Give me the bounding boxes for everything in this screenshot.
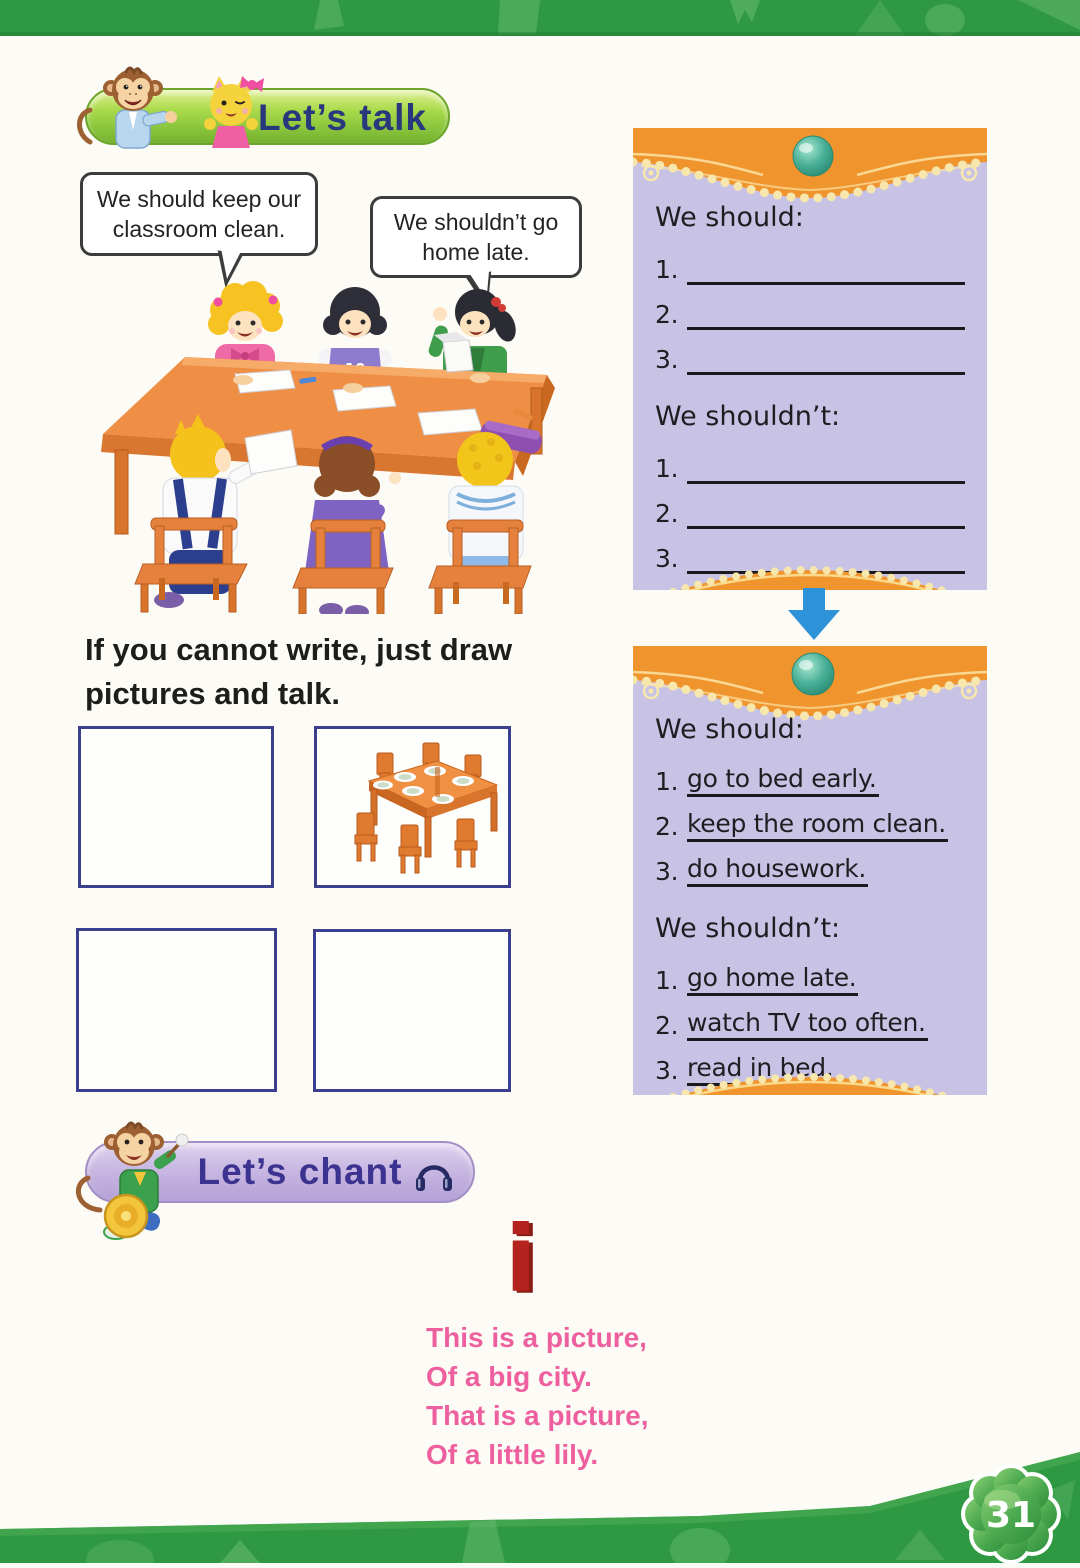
verse-line-3: That is a picture,: [426, 1400, 649, 1431]
drawing-box-3: [76, 928, 277, 1092]
note-card-filled: [633, 646, 987, 1095]
list-item: 1. go to bed early.: [655, 764, 877, 796]
monkey-icon: [74, 60, 199, 155]
list-item: 1.: [655, 439, 965, 484]
speech-bubble-left-text: We should keep our classroom clean.: [96, 186, 302, 242]
headphones-icon: [413, 1157, 455, 1193]
answer-text: watch TV too often.: [687, 1008, 928, 1041]
list-item: 3.: [655, 529, 965, 574]
drawing-box-2: [314, 726, 511, 888]
instruction-text: If you cannot write, just draw pictures and talk.: [85, 632, 513, 711]
card-bottom-decoration: [633, 1071, 987, 1095]
top-border-pattern: [0, 0, 1080, 36]
chant-verse: [426, 1318, 649, 1474]
list-item: 2.: [655, 484, 965, 529]
blank-answer-line: [687, 338, 965, 375]
verse-line-4: Of a little lily.: [426, 1439, 599, 1470]
blank-answer-line: [687, 293, 965, 330]
cat-icon: [190, 72, 272, 154]
list-item: 1.: [655, 240, 965, 285]
lets-chant-title: Let’s chant: [197, 1151, 403, 1192]
page-number: 31: [985, 1495, 1037, 1536]
list-item: 3. read in bed.: [655, 1053, 834, 1085]
speech-bubble-right-text: We shouldn’t go home late.: [393, 209, 559, 265]
verse-line-1: This is a picture,: [426, 1322, 647, 1353]
letter-i: i: [505, 1206, 537, 1313]
list-item: 1. go home late.: [655, 963, 857, 995]
verse-line-2: Of a big city.: [426, 1361, 592, 1392]
shouldnt-label: We shouldn’t:: [655, 401, 841, 432]
drawing-box-4: [313, 929, 511, 1092]
speech-bubble-left: [80, 172, 318, 256]
drawing-box-1: [78, 726, 274, 888]
answer-text: keep the room clean.: [687, 809, 948, 842]
lets-talk-title: Let’s talk: [257, 97, 428, 138]
list-item: 2.: [655, 285, 965, 330]
list-item: 3. do housework.: [655, 854, 867, 886]
blank-answer-line: [687, 248, 965, 285]
should-label: We should:: [655, 202, 804, 233]
classroom-illustration: [85, 262, 590, 614]
answer-text: do housework.: [687, 854, 868, 887]
shouldnt-label: We shouldn’t:: [655, 913, 841, 944]
list-item: 2. watch TV too often.: [655, 1008, 926, 1040]
top-border: [0, 0, 1080, 36]
answer-text: go to bed early.: [687, 764, 879, 797]
chant-monkey-icon: [68, 1112, 208, 1244]
list-item: 3.: [655, 330, 965, 375]
blank-answer-line: [687, 447, 965, 484]
answer-text: go home late.: [687, 963, 858, 996]
note-card-blank: [633, 128, 987, 590]
down-arrow-icon: [786, 586, 842, 642]
blank-answer-line: [687, 492, 965, 529]
dining-table-illustration: [317, 729, 508, 885]
answer-text: read in bed.: [687, 1053, 835, 1086]
should-label: We should:: [655, 714, 804, 745]
list-item: 2. keep the room clean.: [655, 809, 946, 841]
page-number-badge: [958, 1464, 1064, 1564]
